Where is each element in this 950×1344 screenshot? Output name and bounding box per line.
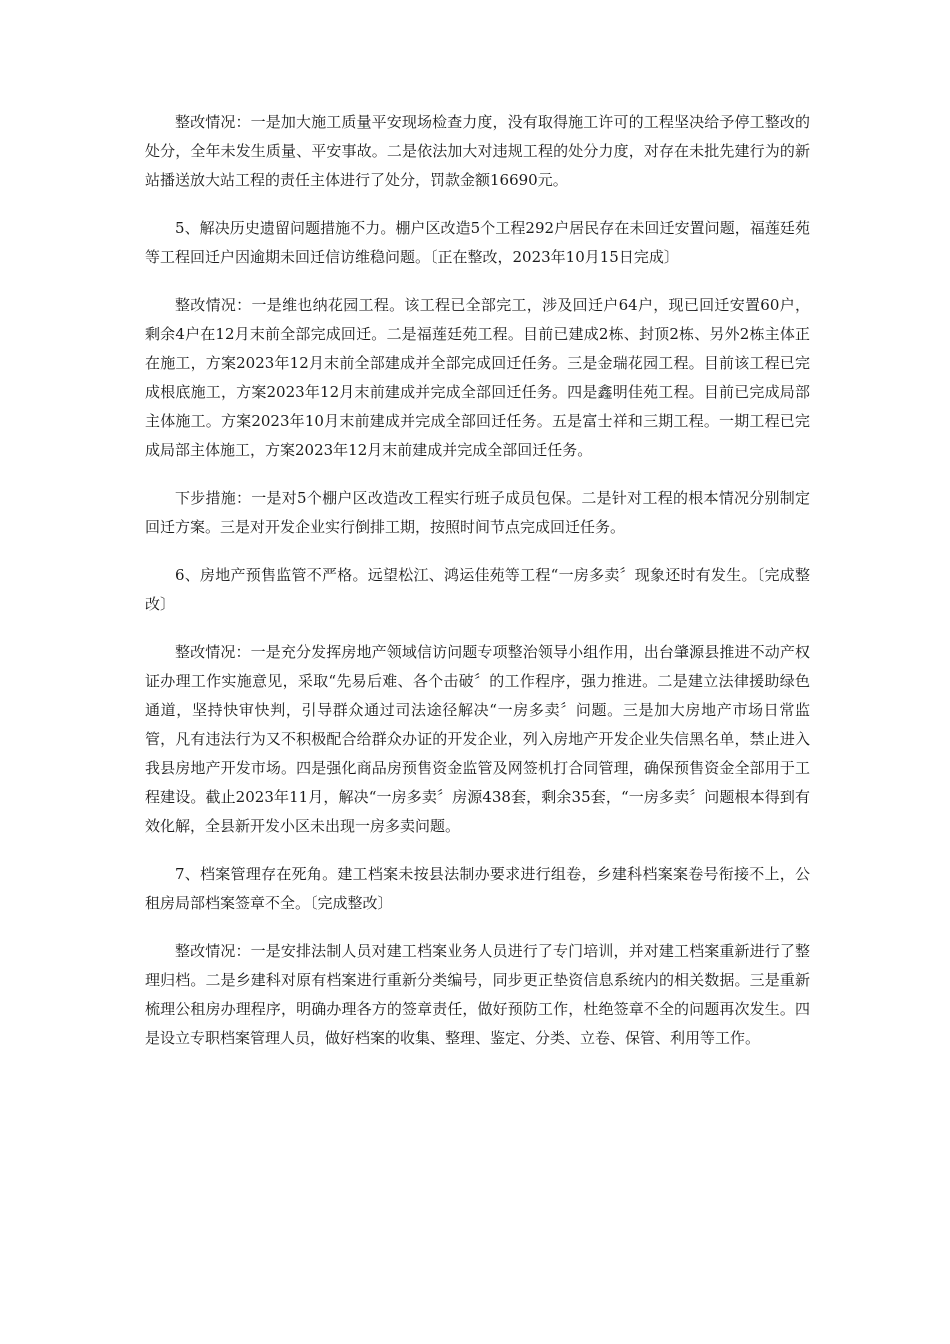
paragraph-rectification-1: 整改情况：一是加大施工质量平安现场检查力度，没有取得施工许可的工程坚决给予停工整改的处分，全年未发生质量、平安事故。二是依法加大对违规工程的处分力度，对存在未批先建行为的新站播送放大站工程的责任主体进行了处分，罚款金额16690元。 [145, 113, 810, 189]
paragraph-next-steps: 下步措施：一是对5个棚户区改造改工程实行班子成员包保。二是针对工程的根本情况分别制定回迁方案。三是对开发企业实行倒排工期，按照时间节点完成回迁任务。 [145, 489, 810, 536]
paragraph-item-6-heading: 6、房地产预售监管不严格。远望松江、鸿运佳苑等工程“一房多卖〞现象还时有发生。〔完成整改〕 [145, 566, 810, 613]
paragraph-item-7-heading: 7、档案管理存在死角。建工档案未按县法制办要求进行组卷，乡建科档案案卷号衔接不上，公租房局部档案签章不全。〔完成整改〕 [145, 865, 810, 912]
paragraph-item-5-heading: 5、解决历史遗留问题措施不力。棚户区改造5个工程292户居民存在未回迁安置问题，福莲廷苑等工程回迁户因逾期未回迁信访维稳问题。〔正在整改，2023年10月15日完成〕 [145, 219, 810, 266]
paragraph-rectification-7: 整改情况：一是安排法制人员对建工档案业务人员进行了专门培训，并对建工档案重新进行了整理归档。二是乡建科对原有档案进行重新分类编号，同步更正垫资信息系统内的相关数据。三是重新梳理公租房办理程序，明确办理各方的签章责任，做好预防工作，杜绝签章不全的问题再次发生。四是设立专职档案管理人员，做好档案的收集、整理、鉴定、分类、立卷、保管、利用等工作。 [145, 942, 810, 1047]
document-page [145, 108, 810, 1072]
paragraph-rectification-6: 整改情况：一是充分发挥房地产领域信访问题专项整治领导小组作用，出台肇源县推进不动产权证办理工作实施意见，采取“先易后难、各个击破〞的工作程序，强力推进。二是建立法律援助绿色通道，坚持快审快判，引导群众通过司法途径解决“一房多卖〞问题。三是加大房地产市场日常监管，凡有违法行为又不积极配合给群众办证的开发企业，列入房地产开发企业失信黑名单，禁止进入我县房地产开发市场。四是强化商品房预售资金监管及网签机打合同管理，确保预售资金全部用于工程建设。截止2023年11月，解决“一房多卖〞房源438套，剩余35套，“一房多卖〞问题根本得到有效化解，全县新开发小区未出现一房多卖问题。 [145, 643, 810, 835]
paragraph-rectification-5: 整改情况：一是维也纳花园工程。该工程已全部完工，涉及回迁户64户，现已回迁安置60户，剩余4户在12月末前全部完成回迁。二是福莲廷苑工程。目前已建成2栋、封顶2栋、另外2栋主体正在施工，方案2023年12月末前全部建成并全部完成回迁任务。三是金瑞花园工程。目前该工程已完成根底施工，方案2023年12月末前建成并完成全部回迁任务。四是鑫明佳苑工程。目前已完成局部主体施工。方案2023年10月末前建成并完成全部回迁任务。五是富士祥和三期工程。一期工程已完成局部主体施工，方案2023年12月末前建成并完成全部回迁任务。 [145, 296, 810, 459]
